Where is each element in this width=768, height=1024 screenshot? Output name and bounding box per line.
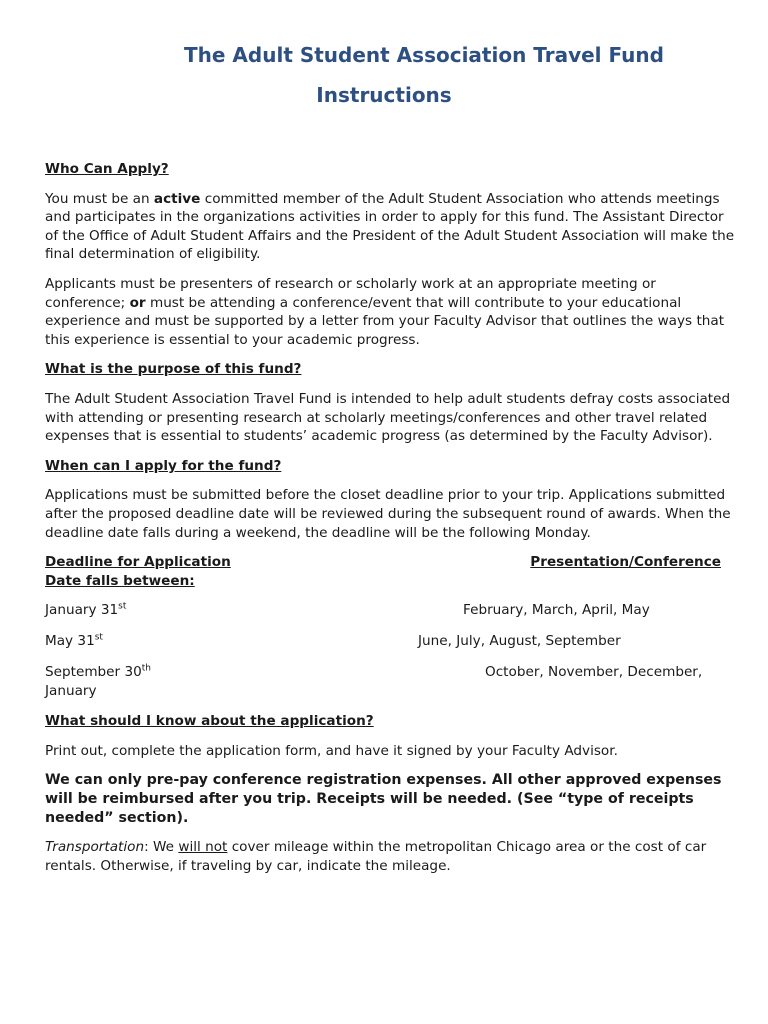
deadline-date: May 31st	[45, 632, 103, 650]
emphasis-will-not: will not	[178, 839, 228, 856]
header-presentation: Presentation/Conference	[530, 554, 721, 571]
notice-prepay: We can only pre-pay conference registration expenses. All other approved expenses will be reimbursed after you trip. Receipts will be needed. (See “type of receipts needed” section).	[45, 772, 722, 826]
paragraph-eligibility: You must be an active committed member of the Adult Student Association who attends meetings and participates in the organizations activities in order to apply for this fund. The Assistant Director of the Office of Adult Student Affairs and the President of the Adult Student Association will make the final determination of eligibility.	[45, 190, 735, 263]
paragraph-deadline-rules: Applications must be submitted before the closet deadline prior to your trip. Applications submitted after the proposed deadline date will be reviewed during the subsequent round of awards. When the deadline date falls during a weekend, the deadline will be the following Monday.	[45, 487, 731, 541]
label-transportation: Transportation	[45, 839, 145, 856]
header-date-falls: Date falls between:	[45, 572, 195, 589]
deadline-months: June, July, August, September	[418, 633, 621, 650]
deadline-months: February, March, April, May	[463, 602, 650, 619]
document-subtitle: Instructions	[316, 83, 452, 107]
paragraph-purpose: The Adult Student Association Travel Fund is intended to help adult students defray costs associated with attending or presenting research at scholarly meetings/conferences and other travel related expenses that is essential to students’ academic progress (as determined by the Faculty Advisor).	[45, 390, 731, 445]
heading-purpose: What is the purpose of this fund?	[45, 361, 302, 378]
emphasis-active: active	[153, 190, 201, 207]
deadline-date: September 30th	[45, 663, 151, 681]
paragraph-print-form: Print out, complete the application form, and have it signed by your Faculty Advisor.	[45, 742, 618, 759]
deadline-months-wrap: January	[45, 683, 97, 700]
deadline-date: January 31st	[45, 601, 127, 619]
deadline-row	[45, 632, 735, 651]
paragraph-transportation: Transportation: We will not cover mileage within the metropolitan Chicago area or the cost of car rentals. Otherwise, if traveling by car, indicate the mileage.	[45, 839, 707, 874]
document-body	[45, 160, 735, 886]
document-title: The Adult Student Association Travel Fund	[184, 43, 664, 67]
heading-who-can-apply: Who Can Apply?	[45, 161, 169, 177]
deadline-row	[45, 601, 735, 620]
heading-application: What should I know about the application?	[45, 713, 374, 730]
deadline-months: October, November, December,	[485, 664, 703, 681]
paragraph-applicants: Applicants must be presenters of research or scholarly work at an appropriate meeting or conference; or must be attending a conference/event that will contribute to your educational experience and must be supported by a letter from your Faculty Advisor that outlines the ways that this experience is essential to your academic progress.	[45, 275, 725, 348]
deadline-table-header	[45, 553, 721, 572]
header-deadline: Deadline for Application	[45, 554, 231, 571]
heading-when-apply: When can I apply for the fund?	[45, 457, 282, 474]
emphasis-or: or	[129, 294, 146, 311]
deadline-row	[45, 663, 735, 701]
